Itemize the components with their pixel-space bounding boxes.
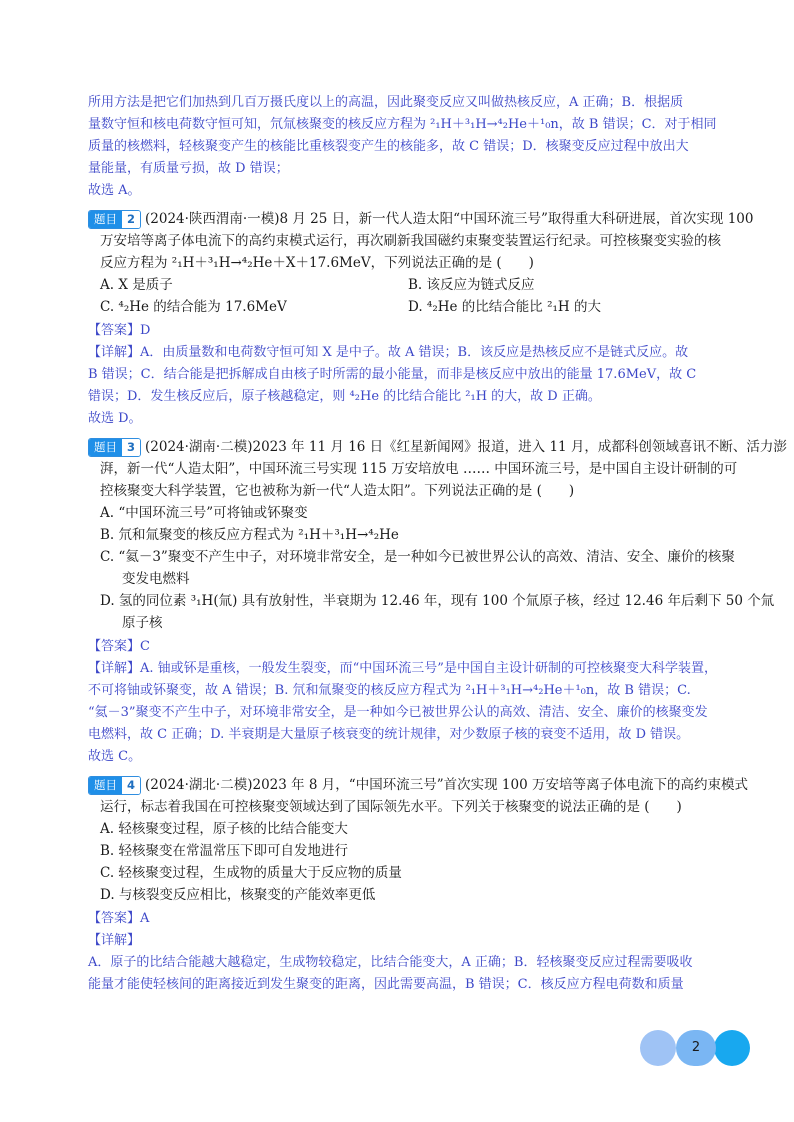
question-stem: (2024·湖北·二模)2023 年 8 月，“中国环流三号”首次实现 100 万安培等离子体电流下的高约束模式 [145,777,748,793]
question-stem: 湃，新一代“人造太阳”，中国环流三号实现 115 万安培放电 …… 中国环流三号，是中国自主设计研制的可 [100,461,738,477]
question-number: 3 [122,439,140,456]
option-b: B. 该反应为链式反应 [408,277,535,293]
text-line: 质量的核燃料，轻核聚变产生的核能比重核裂变产生的核能多，故 C 错误；D．核聚变反应过程中放出大 [88,139,689,154]
previous-explanation [88,92,717,202]
option-d: D. 氢的同位素 ³₁H(氚) 具有放射性，半衰期为 12.46 年，现有 100 个氚原子核，经过 12.46 年后剩下 50 个氚 [100,593,775,609]
options [100,274,713,318]
page-number: 2 [691,1040,701,1055]
question-tag [88,776,141,795]
answer: 【答案】D [88,323,151,338]
badge-circle [640,1030,676,1066]
explanation-line: 【详解】A. 铀或钚是重核，一般发生裂变，而“中国环流三号”是中国自主设计研制的可控核聚变大科学装置， [88,661,717,676]
option-d-cont: 原子核 [122,615,163,631]
option-c-cont: 变发电燃料 [122,571,190,587]
answer: 【答案】A [88,911,150,926]
question-number: 4 [122,777,140,794]
question-stem: 反应方程为 ²₁H＋³₁H→⁴₂He＋X＋17.6MeV，下列说法正确的是 ( ) [100,255,534,271]
answer-block [88,320,713,430]
explanation-line: 【详解】A．由质量数和电荷数守恒可知 X 是中子。故 A 错误；B．该反应是热核反应不是链式反应。故 [88,345,689,360]
option-d: D. 与核裂变反应相比，核聚变的产能效率更低 [100,887,376,903]
question-4 [88,774,748,996]
tag-label: 题目 [89,777,122,794]
option-a: A. X 是质子 [100,277,173,293]
explanation-line: 错误；D．发生核反应后，原子核越稳定，则 ⁴₂He 的比结合能比 ²₁H 的大，故 D 正确。 [88,389,601,404]
option-c: C. 轻核聚变过程，生成物的质量大于反应物的质量 [100,865,402,881]
question-tag [88,210,141,229]
tag-label: 题目 [89,211,122,228]
tag-label: 题目 [89,439,122,456]
explanation-line: 不可将铀或钚聚变，故 A 错误；B. 氘和氚聚变的核反应方程式为 ²₁H＋³₁H→⁴₂He＋¹₀n，故 B 错误；C. [88,683,691,698]
text-line: 量能量，有质量亏损，故 D 错误； [88,161,289,176]
option-b: B. 氘和氚聚变的核反应方程式为 ²₁H＋³₁H→⁴₂He [100,527,399,543]
option-c: C. ⁴₂He 的结合能为 17.6MeV [100,299,287,315]
answer-block [88,908,713,996]
question-stem: 控核聚变大科学装置，它也被称为新一代“人造太阳”。下列说法正确的是 ( ) [100,483,575,499]
badge-circle [714,1030,750,1066]
explanation-line: “氦－3”聚变不产生中子，对环境非常安全，是一种如今已被世界公认的高效、清洁、安全、廉价的核聚变发 [88,705,708,720]
option-c: C. “氦－3”聚变不产生中子，对环境非常安全，是一种如今已被世界公认的高效、清洁、安全、廉价的核聚 [100,549,735,565]
question-stem: (2024·陕西渭南·一模)8 月 25 日，新一代人造太阳“中国环流三号”取得重大科研进展，首次实现 100 [145,211,754,227]
option-a: A. 轻核聚变过程，原子核的比结合能变大 [100,821,348,837]
explanation-line: 【详解】 [88,933,141,948]
text-line: 量数守恒和核电荷数守恒可知，氘氚核聚变的核反应方程为 ²₁H＋³₁H→⁴₂He＋¹₀n，故 B 错误；C．对于相同 [88,117,717,132]
text-line: 故选 A。 [88,183,141,198]
question-stem: 运行，标志着我国在可控核聚变领域达到了国际领先水平。下列关于核聚变的说法正确的是 ( ) [100,799,682,815]
text-line: 所用方法是把它们加热到几百万摄氏度以上的高温，因此聚变反应又叫做热核反应，A 正确；B．根据质 [88,95,684,110]
question-2 [88,208,754,430]
question-stem: (2024·湖南·二模)2023 年 11 月 16 日《红星新闻网》报道，进入 11 月，成都科创领域喜讯不断、活力澎 [145,439,787,455]
option-a: A. “中国环流三号”可将铀或钚聚变 [100,505,308,521]
question-stem: 万安培等离子体电流下的高约束模式运行，再次刷新我国磁约束聚变装置运行纪录。可控核聚变实验的核 [100,233,721,249]
option-b: B. 轻核聚变在常温常压下即可自发地进行 [100,843,349,859]
option-d: D. ⁴₂He 的比结合能比 ²₁H 的大 [408,299,601,315]
explanation-line: B 错误；C．结合能是把拆解成自由核子时所需的最小能量，而非是核反应中放出的能量 17.6MeV，故 C [88,367,697,382]
question-number: 2 [122,211,140,228]
explanation-line: A．原子的比结合能越大越稳定，生成物较稳定，比结合能变大，A 正确；B．轻核聚变反应过程需要吸收 [88,955,693,970]
page-number-badge [640,1030,750,1066]
explanation-line: 故选 C。 [88,749,142,764]
explanation-line: 能量才能使轻核间的距离接近到发生聚变的距离，因此需要高温，B 错误；C．核反应方程电荷数和质量 [88,977,684,992]
answer: 【答案】C [88,639,150,654]
question-3 [88,436,787,768]
answer-block [88,636,717,768]
explanation-line: 电燃料，故 C 正确；D. 半衰期是大量原子核衰变的统计规律，对少数原子核的衰变不适用，故 D 错误。 [88,727,690,742]
question-tag [88,438,141,457]
explanation-line: 故选 D。 [88,411,142,426]
document-page [88,92,787,996]
